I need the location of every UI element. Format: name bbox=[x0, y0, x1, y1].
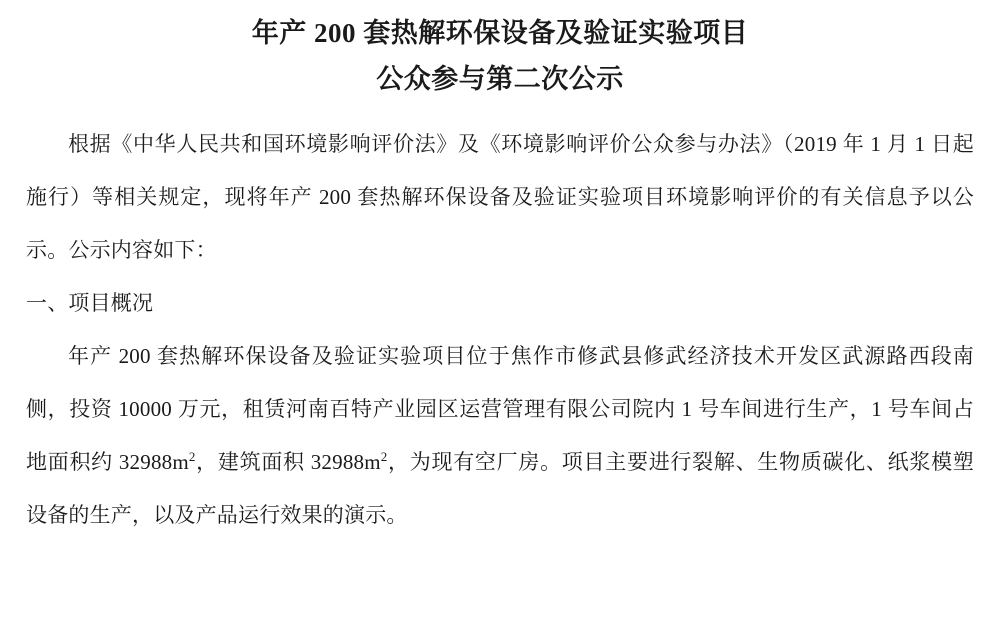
overview-superscript-1: 2 bbox=[188, 449, 196, 464]
overview-text-part-3: ，为现有空厂房。项目主要进行裂解、生物质碳化、纸浆模塑设备的生产，以及产品运行效果的演示。 bbox=[26, 450, 975, 527]
page-title-line-1: 年产 200 套热解环保设备及验证实验项目 bbox=[251, 18, 749, 48]
overview-text-part-1: 年产 200 套热解环保设备及验证实验项目位于焦作市修武县修武经济技术开发区武源路西段南侧，投资 10000 万元，租赁河南百特产业园区运营管理有限公司院内 1 号车间进行生产，1 号车间占地面积约 32988m bbox=[26, 344, 974, 474]
page-title bbox=[26, 10, 974, 102]
document-body bbox=[26, 118, 974, 542]
intro-paragraph: 根据《中华人民共和国环境影响评价法》及《环境影响评价公众参与办法》（2019 年 1 月 1 日起施行）等相关规定，现将年产 200 套热解环保设备及验证实验项目环境影响评价的有关信息予以公示。公示内容如下： bbox=[26, 132, 974, 262]
overview-text-part-2: ，建筑面积 32988m bbox=[195, 450, 381, 474]
overview-superscript-2: 2 bbox=[380, 449, 388, 464]
section-heading-project-overview: 一、项目概况 bbox=[26, 291, 154, 315]
project-overview-paragraph bbox=[26, 330, 974, 542]
page-title-line-2: 公众参与第二次公示 bbox=[376, 64, 624, 94]
